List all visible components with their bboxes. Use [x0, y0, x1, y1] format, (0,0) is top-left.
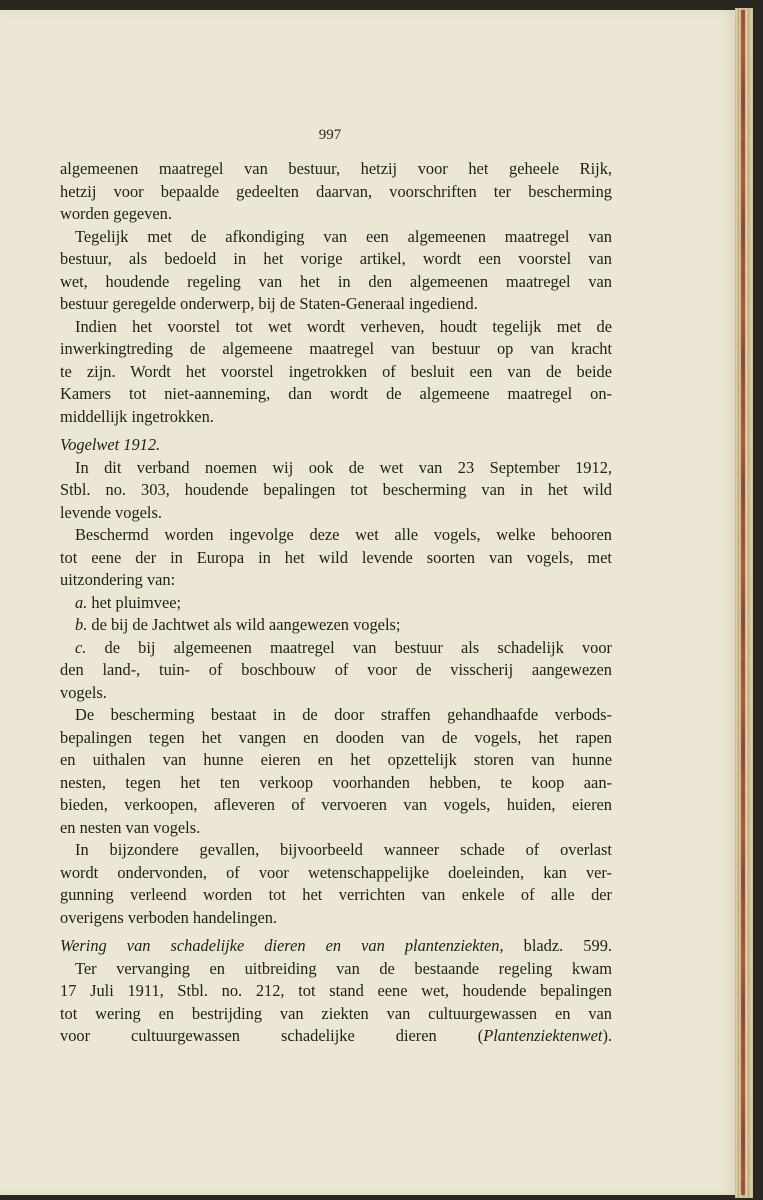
- heading-page-ref: bladz. 599.: [503, 936, 612, 955]
- page-body: [60, 158, 612, 1048]
- paragraph-4: [60, 457, 612, 525]
- text-line: worden gegeven.: [60, 204, 172, 223]
- text-line: Ter vervanging en uitbreiding van de bestaande regeling kwam: [75, 958, 612, 978]
- list-item-text: de bij de Jachtwet als wild aangewezen vogels;: [91, 615, 401, 634]
- paragraph-7: [60, 839, 612, 929]
- text-line: Kamers tot niet-aanneming, dan wordt de algemeene maatregel on-: [60, 384, 612, 403]
- text-line: nesten, tegen het ten verkoop voorhanden hebben, te koop aan-: [60, 772, 612, 792]
- text-line: 17 Juli 1911, Stbl. no. 212, tot stand eene wet, houdende bepalingen: [60, 981, 612, 1000]
- text-line: wordt ondervonden, of voor wetenschappelijke doeleinden, kan ver-: [60, 862, 612, 882]
- text-line: bestuur, als bedoeld in het vorige artikel, wordt een voorstel van: [60, 249, 612, 268]
- text-line: In bijzondere gevallen, bijvoorbeeld wanneer schade of overlast: [75, 840, 612, 859]
- paragraph-3: [60, 316, 612, 429]
- text-line: en nesten van vogels.: [60, 817, 201, 837]
- text-line: wet, houdende regeling van het in den algemeenen maatregel van: [60, 271, 612, 291]
- text-fragment: voor cultuurgewassen schadelijke dieren (: [60, 1026, 484, 1045]
- text-line: inwerkingtreding de algemeene maatregel van bestuur op van kracht: [60, 339, 612, 358]
- text-line: levende vogels.: [60, 502, 162, 522]
- page-edge-bookmark: [741, 10, 745, 1195]
- text-line: den land-, tuin- of boschbouw of voor de visscherij aangewezen: [60, 660, 612, 679]
- text-line: hetzij voor bepaalde gedeelten daarvan, voorschriften ter bescherming: [60, 181, 612, 201]
- text-line: tot eene der in Europa in het wild levende soorten van vogels, met: [60, 547, 612, 567]
- text-line-final: [60, 1025, 612, 1048]
- list-marker: a.: [75, 592, 88, 612]
- paragraph-5: [60, 524, 612, 592]
- text-line: vogels.: [60, 682, 107, 702]
- text-line: bieden, verkoopen, afleveren of vervoeren van vogels, huiden, eieren: [60, 795, 612, 814]
- list-item-text: het pluimvee;: [91, 592, 182, 612]
- paragraph-6: [60, 704, 612, 839]
- paragraph-1: [60, 158, 612, 226]
- list-item-c: [60, 637, 612, 660]
- text-line: Indien het voorstel tot wet wordt verheven, houdt tegelijk met de: [75, 316, 612, 336]
- page-number: 997: [318, 127, 342, 143]
- text-line: uitzondering van:: [60, 570, 176, 589]
- text-line: In dit verband noemen wij ook de wet van 23 September 1912,: [75, 457, 612, 477]
- text-line: Stbl. no. 303, houdende bepalingen tot bescherming van in het wild: [60, 480, 612, 499]
- text-line: Tegelijk met de afkondiging van een algemeenen maatregel van: [75, 226, 612, 246]
- text-line: te zijn. Wordt het voorstel ingetrokken of besluit een van de beide: [60, 361, 612, 381]
- text-line: gunning verleend worden tot het verrichten van enkele of alle der: [60, 885, 612, 904]
- paragraph-2: [60, 226, 612, 316]
- text-line: tot wering en bestrijding van ziekten van cultuurgewassen en van: [60, 1003, 612, 1023]
- text-line: middellijk ingetrokken.: [60, 406, 214, 426]
- list-marker: c.: [75, 637, 87, 657]
- exception-list: [60, 592, 612, 705]
- text-line: overigens verboden handelingen.: [60, 907, 278, 927]
- text-line: algemeenen maatregel van bestuur, hetzij voor het geheele Rijk,: [60, 159, 612, 178]
- text-line: Beschermd worden ingevolge deze wet alle vogels, welke behooren: [75, 525, 612, 544]
- heading-italic-part: Wering van schadelijke dieren en van plantenziekten,: [60, 936, 504, 955]
- text-line: bestuur geregelde onderwerp, bij de Staten-Generaal ingediend.: [60, 294, 478, 313]
- law-name: Plantenziektenwet: [483, 1026, 603, 1045]
- list-item-b: [60, 614, 612, 637]
- section-heading-wering: [60, 935, 612, 958]
- text-fragment: ).: [602, 1026, 612, 1045]
- section-heading-vogelwet: Vogelwet 1912.: [60, 435, 161, 454]
- list-item-text: de bij algemeenen maatregel van bestuur als schadelijk voor: [104, 637, 612, 657]
- list-item-a: [60, 592, 612, 615]
- list-marker: b.: [75, 615, 88, 634]
- text-line: De bescherming bestaat in de door straffen gehandhaafde verbods-: [75, 705, 612, 724]
- text-line: bepalingen tegen het vangen en dooden van de vogels, het rapen: [60, 727, 612, 747]
- paragraph-8: [60, 958, 612, 1048]
- text-line: en uithalen van hunne eieren en het opzettelijk storen van hunne: [60, 750, 612, 769]
